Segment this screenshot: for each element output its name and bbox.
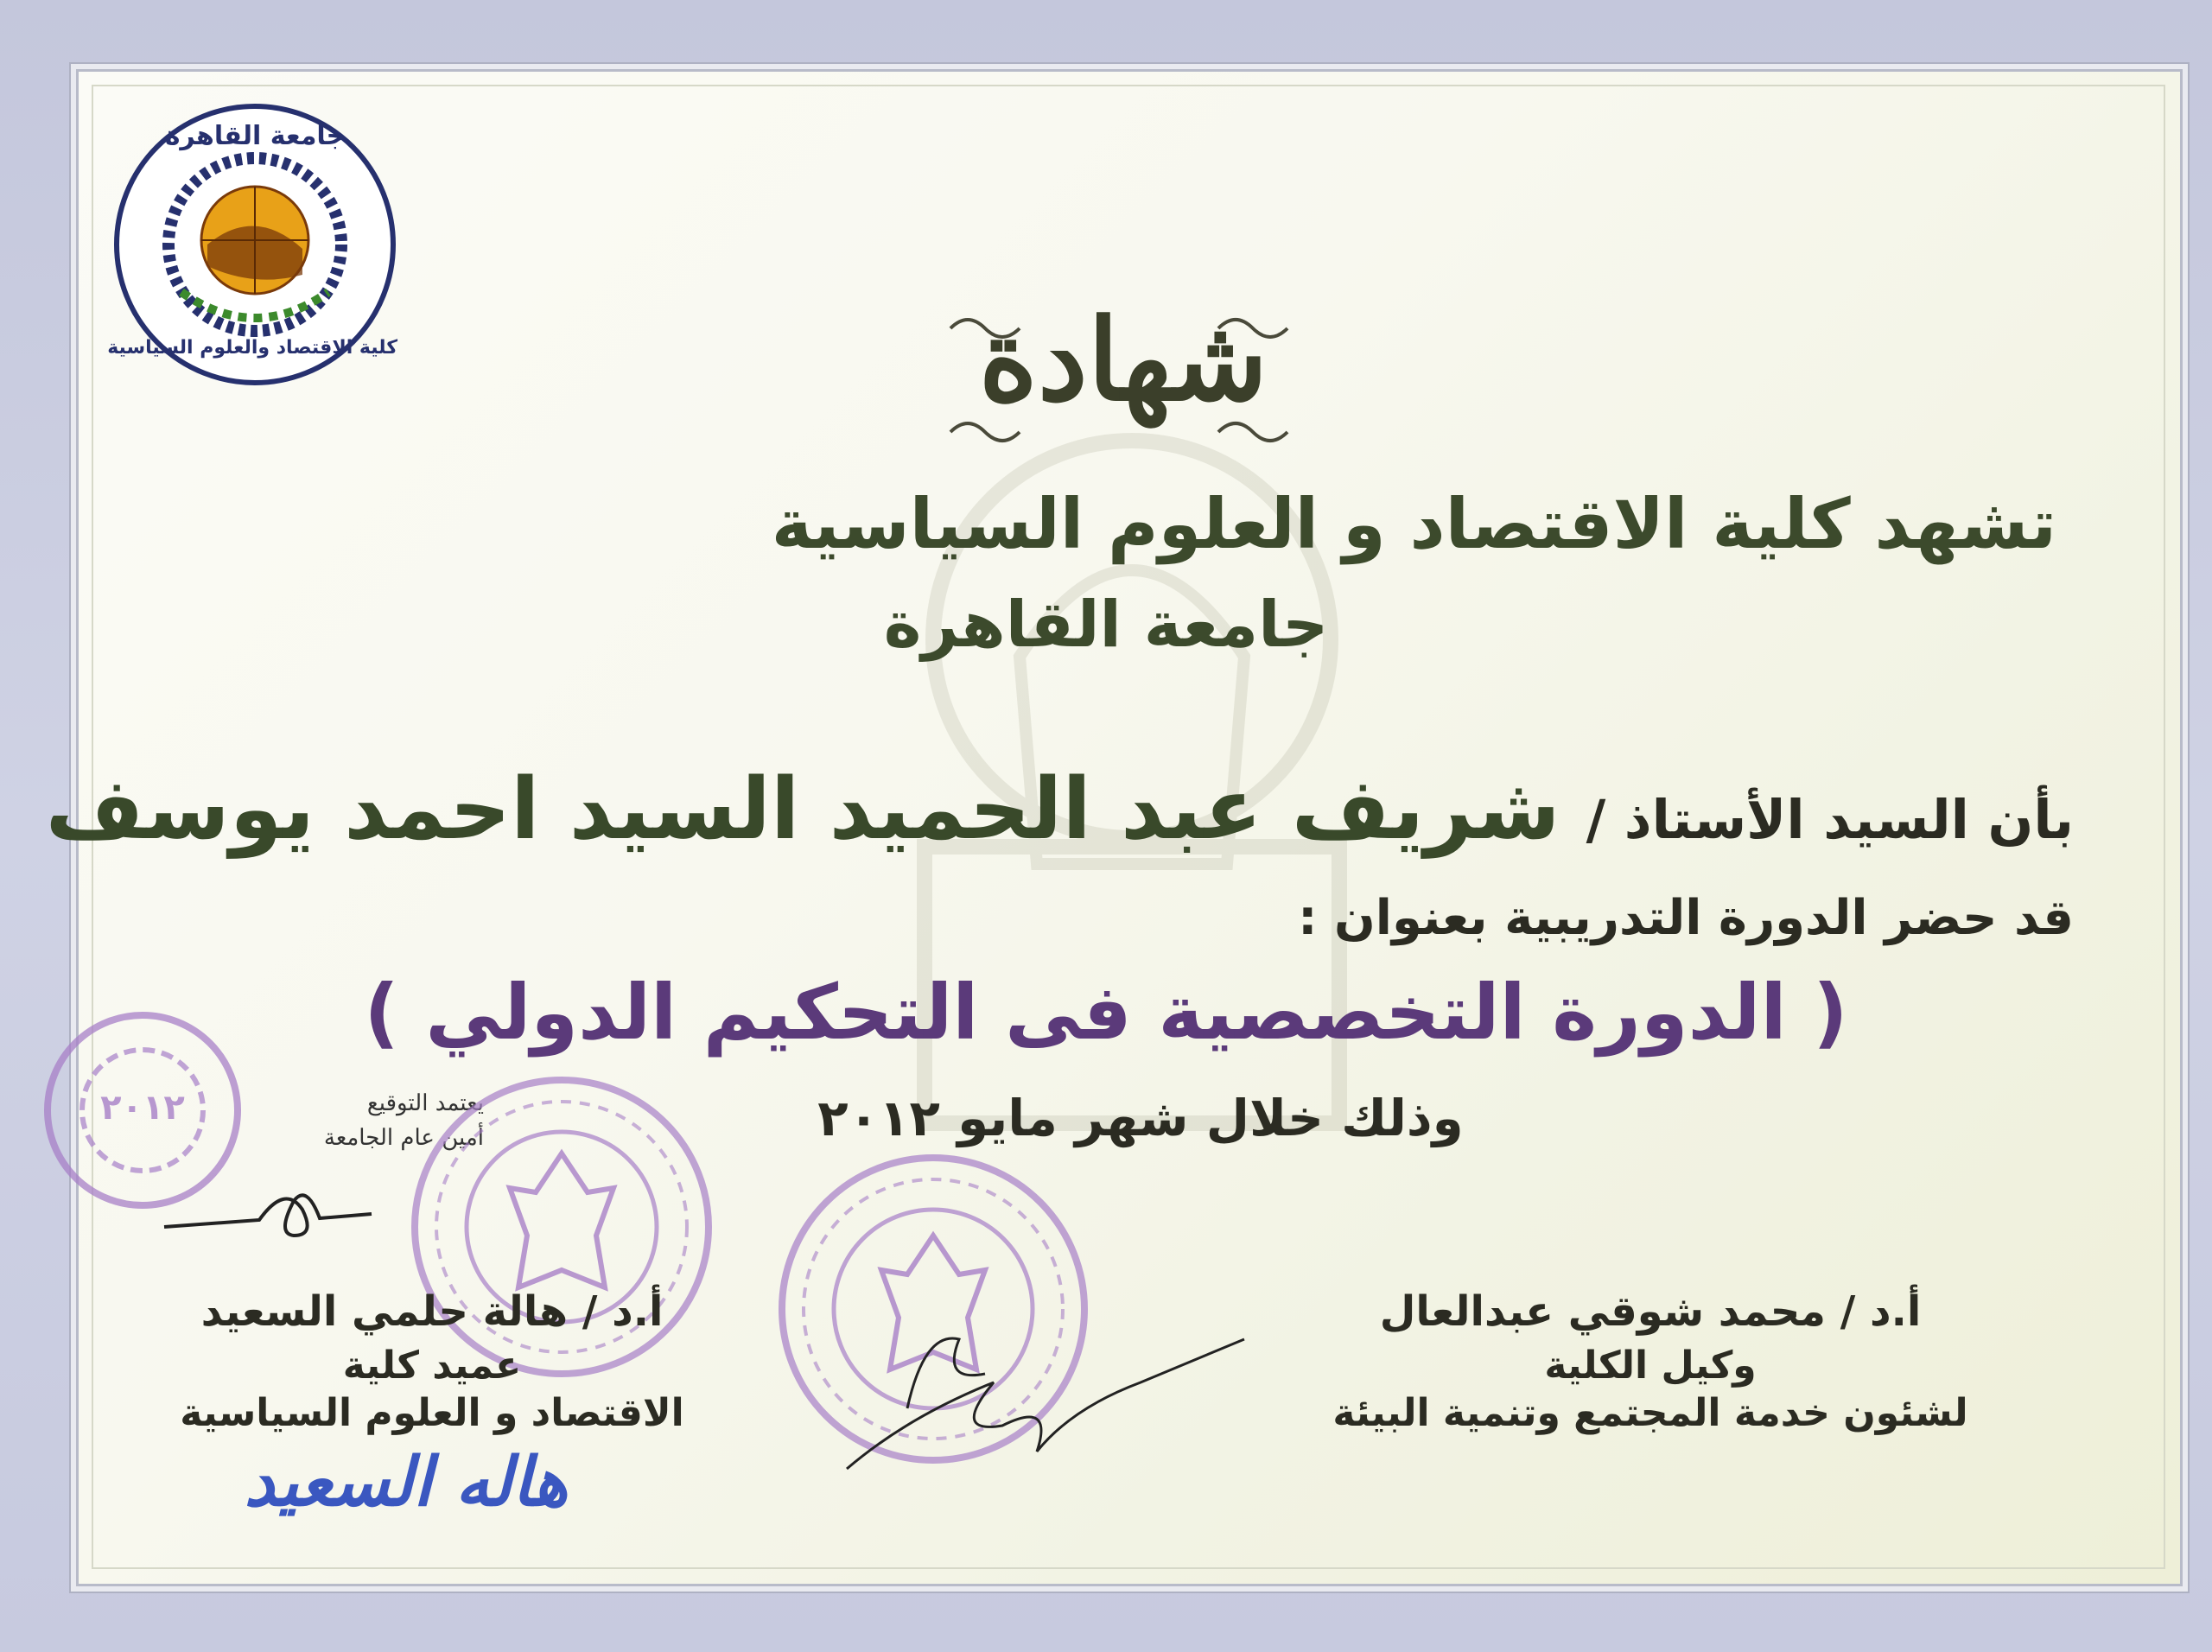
dean-role-line2: الاقتصاد و العلوم السياسية xyxy=(180,1391,684,1435)
logo-bottom-text: كلية الاقتصاد والعلوم السياسية xyxy=(107,337,397,359)
dean-handwritten-name: هاله السعيد xyxy=(244,1443,569,1522)
vice-dean-name: أ.د / محمد شوقي عبدالعال xyxy=(1379,1287,1922,1336)
date-text: وذلك خلال شهر مايو ٢٠١٢ xyxy=(817,1089,1464,1147)
vice-dean-role-line1: وكيل الكلية xyxy=(1544,1344,1757,1388)
recipient-name: شريف عبد الحميد السيد احمد يوسف xyxy=(45,760,1560,859)
approval-note-line2: أمين عام الجامعة xyxy=(323,1125,484,1151)
course-title: ( الدورة التخصصية فى التحكيم الدولي ) xyxy=(364,968,1848,1057)
svg-text:٢٠١٢: ٢٠١٢ xyxy=(100,1088,185,1128)
certificate-heading: شهادة xyxy=(978,294,1268,426)
dean-role-line1: عميد كلية xyxy=(342,1344,522,1388)
university-logo xyxy=(107,102,397,387)
stamp-center-icon xyxy=(406,1071,717,1382)
issuer-line: تشهد كلية الاقتصاد و العلوم السياسية xyxy=(771,484,2056,564)
dean-name: أ.د / هالة حلمي السعيد xyxy=(200,1287,664,1336)
recipient-row xyxy=(46,760,2074,859)
attended-text: قد حضر الدورة التدريبية بعنوان : xyxy=(1298,890,2074,946)
approval-signature-icon xyxy=(156,1166,380,1253)
approval-note-line1: يعتمد التوقيع xyxy=(366,1090,484,1116)
dean-signature-icon xyxy=(778,1279,1262,1486)
vice-dean-role-line2: لشئون خدمة المجتمع وتنمية البيئة xyxy=(1332,1391,1968,1435)
recipient-prefix: بأن السيد الأستاذ / xyxy=(1586,788,2074,851)
university-line: جامعة القاهرة xyxy=(883,588,1329,662)
logo-top-text: جامعة القاهرة xyxy=(164,121,346,151)
